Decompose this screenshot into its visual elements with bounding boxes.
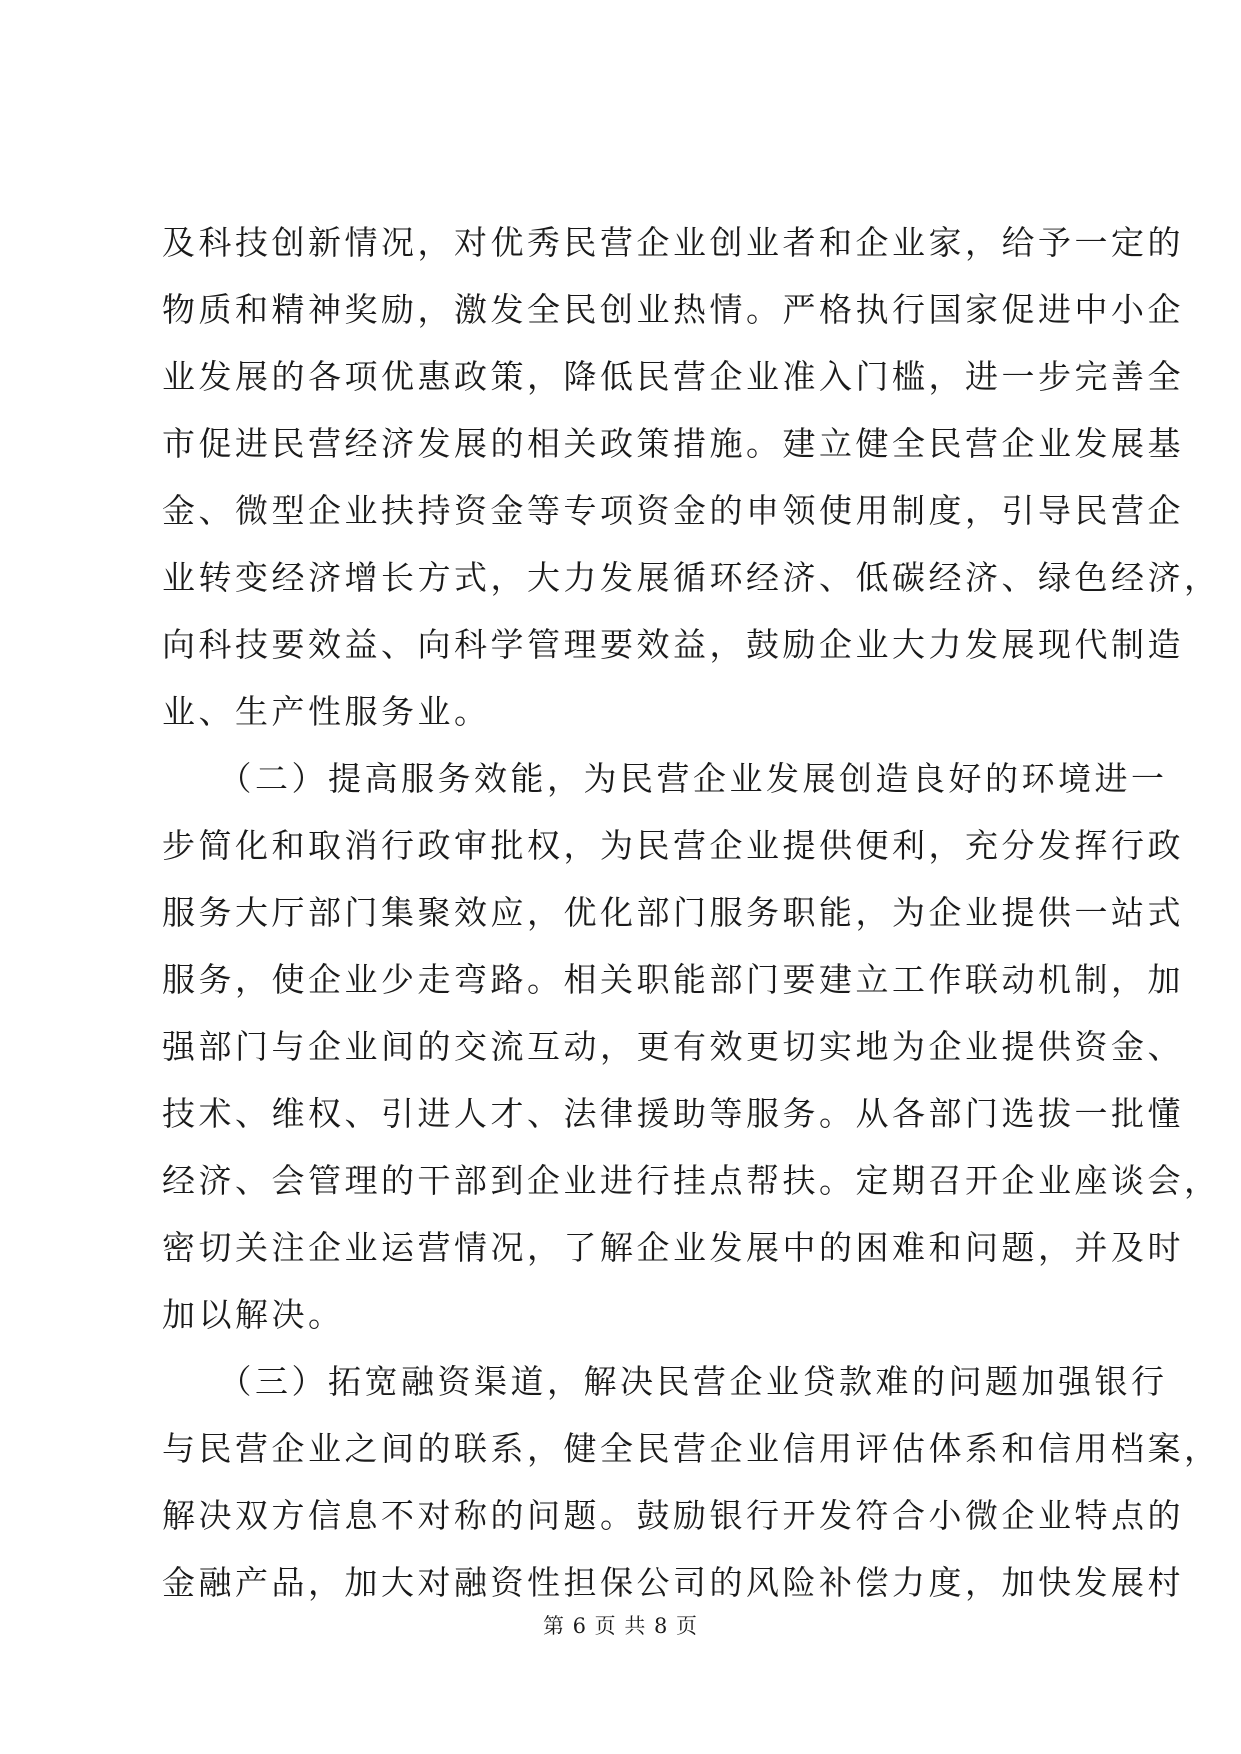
text-line: 步简化和取消行政审批权，为民营企业提供便利，充分发挥行政 — [162, 826, 1184, 865]
text-line: 加以解决。 — [162, 1295, 345, 1334]
text-line: 业转变经济增长方式，大力发展循环经济、低碳经济、绿色经济， — [162, 558, 1221, 597]
text-line: 解决双方信息不对称的问题。鼓励银行开发符合小微企业特点的 — [162, 1496, 1184, 1535]
text-line: 与民营企业之间的联系，健全民营企业信用评估体系和信用档案， — [162, 1429, 1221, 1468]
text-line: 业、生产性服务业。 — [162, 692, 491, 731]
text-line: 技术、维权、引进人才、法律援助等服务。从各部门选拔一批懂 — [162, 1094, 1184, 1133]
text-line: 物质和精神奖励，激发全民创业热情。严格执行国家促进中小企 — [162, 290, 1184, 329]
text-line: 强部门与企业间的交流互动，更有效更切实地为企业提供资金、 — [162, 1027, 1184, 1066]
text-line: 服务，使企业少走弯路。相关职能部门要建立工作联动机制，加 — [162, 960, 1184, 999]
text-line: 市促进民营经济发展的相关政策措施。建立健全民营企业发展基 — [162, 424, 1184, 463]
text-line: 服务大厅部门集聚效应，优化部门服务职能，为企业提供一站式 — [162, 893, 1184, 932]
text-line: 经济、会管理的干部到企业进行挂点帮扶。定期召开企业座谈会， — [162, 1161, 1221, 1200]
section-heading-line: （三）拓宽融资渠道，解决民营企业贷款难的问题加强银行 — [162, 1362, 1168, 1401]
text-line: 业发展的各项优惠政策，降低民营企业准入门槛，进一步完善全 — [162, 357, 1184, 396]
section-heading-line: （二）提高服务效能，为民营企业发展创造良好的环境进一 — [162, 759, 1168, 798]
text-line: 金、微型企业扶持资金等专项资金的申领使用制度，引导民营企 — [162, 491, 1184, 530]
document-body — [162, 223, 1221, 1633]
page-number-footer: 第 6 页 共 8 页 — [542, 1614, 699, 1638]
text-line: 金融产品，加大对融资性担保公司的风险补偿力度，加快发展村 — [162, 1563, 1184, 1602]
text-line: 及科技创新情况，对优秀民营企业创业者和企业家，给予一定的 — [162, 223, 1184, 262]
text-line: 密切关注企业运营情况，了解企业发展中的困难和问题，并及时 — [162, 1228, 1184, 1267]
text-line: 向科技要效益、向科学管理要效益，鼓励企业大力发展现代制造 — [162, 625, 1184, 664]
